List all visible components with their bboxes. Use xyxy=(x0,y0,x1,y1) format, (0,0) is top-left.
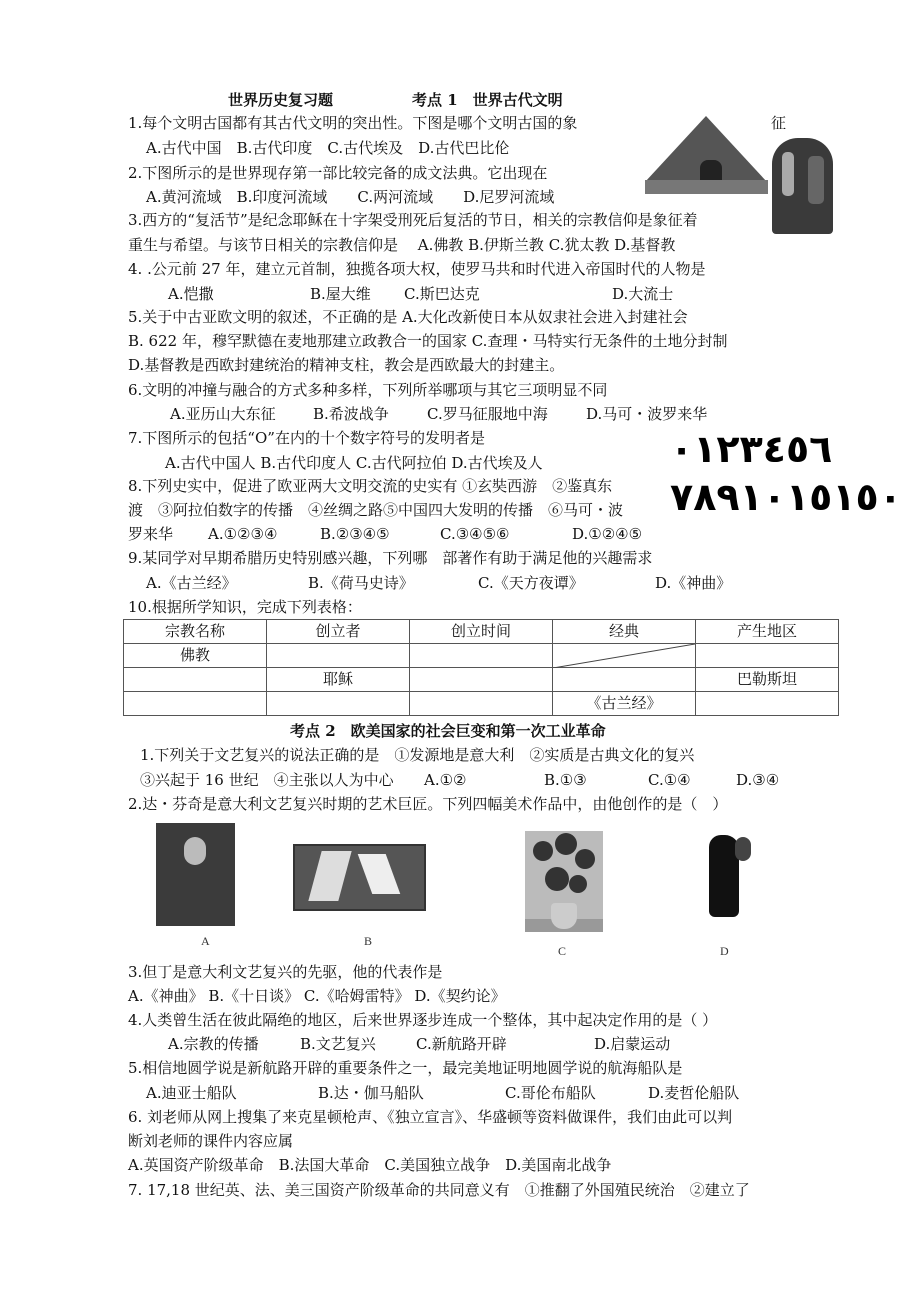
q8-option-d: D.①②④⑤ xyxy=(572,525,643,543)
q9-option-a: A.《古兰经》 xyxy=(146,574,237,592)
galloping-horse-image xyxy=(695,829,757,926)
q9-option-b: B.《荷马史诗》 xyxy=(308,574,414,592)
q8-line1: 8.下列史实中，促进了欧亚两大文明交流的史实有 ①玄奘西游 ②鉴真东 xyxy=(128,477,613,495)
section1-heading: 考点 1 世界古代文明 xyxy=(412,91,563,109)
numerals-row-1: ٠١٢٣٤٥٦ xyxy=(670,427,833,471)
table-cell[interactable] xyxy=(267,644,410,668)
religion-table xyxy=(123,619,839,716)
s2-q4-option-b: B.文艺复兴 xyxy=(300,1035,376,1053)
q1-stem-tail: 征 xyxy=(771,114,787,132)
table-row xyxy=(124,692,839,716)
s2-q2-stem: 2.达・芬奇是意大利文艺复兴时期的艺术巨匠。下列四幅美术作品中，由他创作的是（ ） xyxy=(128,795,728,813)
s2-q1-line2-prefix: ③兴起于 16 世纪 ④主张以人为中心 xyxy=(140,771,394,789)
page-title: 世界历史复习题 xyxy=(228,91,334,109)
mona-lisa-image xyxy=(156,823,235,926)
s2-q3-stem: 3.但丁是意大利文艺复兴的先驱，他的代表作是 xyxy=(128,963,443,981)
q6-option-a: A.亚历山大东征 xyxy=(170,405,276,423)
q6-stem: 6.文明的冲撞与融合的方式多种多样，下列所举哪项与其它三项明显不同 xyxy=(128,381,608,399)
arabic-numerals-image xyxy=(670,425,902,521)
s2-q7-line1: 7. 17,18 世纪英、法、美三国资产阶级革命的共同意义有 ①推翻了外国殖民统治 ②建立了 xyxy=(128,1181,750,1199)
q2-stem: 2.下图所示的是世界现存第一部比较完备的成文法典。它出现在 xyxy=(128,164,548,182)
table-header: 宗教名称 xyxy=(124,620,267,644)
q6-option-d: D.马可・波罗来华 xyxy=(586,405,708,423)
hammurabi-stele-image xyxy=(772,138,833,234)
q3-line1: 3.西方的“复活节”是纪念耶稣在十字架受刑死后复活的节日，相关的宗教信仰是象征着 xyxy=(128,211,698,229)
q7-stem: 7.下图所示的包括“O”在内的十个数字符号的发明者是 xyxy=(128,429,485,447)
q8-option-a: A.①②③④ xyxy=(208,525,278,543)
caption-c: C xyxy=(558,944,567,958)
q4-option-a: A.恺撒 xyxy=(168,285,214,303)
table-header: 创立者 xyxy=(267,620,410,644)
q1-options: A.古代中国 B.古代印度 C.古代埃及 D.古代巴比伦 xyxy=(146,139,510,157)
sunflowers-image xyxy=(525,831,603,932)
section2-heading: 考点 2 欧美国家的社会巨变和第一次工业革命 xyxy=(290,722,606,740)
q9-option-d: D.《神曲》 xyxy=(655,574,732,592)
q4-option-d: D.大流士 xyxy=(612,285,674,303)
q10-stem: 10.根据所学知识，完成下列表格： xyxy=(128,598,362,616)
q4-option-b: B.屋大维 xyxy=(310,285,371,303)
diagonal-strike-icon xyxy=(553,644,695,668)
s2-q3-options: A.《神曲》 B.《十日谈》 C.《哈姆雷特》 D.《契约论》 xyxy=(128,987,506,1005)
table-cell: 佛教 xyxy=(124,644,267,668)
s2-q5-stem: 5.相信地圆学说是新航路开辟的重要条件之一，最完美地证明地圆学说的航海船队是 xyxy=(128,1059,683,1077)
q4-option-c: C.斯巴达克 xyxy=(404,285,480,303)
s2-q1-option-c: C.①④ xyxy=(648,771,691,789)
s2-q6-line1: 6. 刘老师从网上搜集了来克星顿枪声、《独立宣言》、华盛顿等资料做课件，我们由此可以判 xyxy=(128,1108,733,1126)
table-cell[interactable] xyxy=(124,668,267,692)
s2-q5-option-b: B.达・伽马船队 xyxy=(318,1084,424,1102)
q9-option-c: C.《天方夜谭》 xyxy=(478,574,584,592)
guernica-image xyxy=(293,844,426,911)
pyramid-sphinx-image xyxy=(645,112,768,194)
table-cell[interactable] xyxy=(696,692,839,716)
s2-q6-line2: 断刘老师的课件内容应属 xyxy=(128,1132,294,1150)
table-header: 创立时间 xyxy=(410,620,553,644)
q5-line2: B. 622 年，穆罕默德在麦地那建立政教合一的国家 C.查理・马特实行无条件的土地分封制 xyxy=(128,332,728,350)
s2-q4-option-a: A.宗教的传播 xyxy=(168,1035,259,1053)
q8-line2: 渡 ③阿拉伯数字的传播 ④丝绸之路⑤中国四大发明的传播 ⑥马可・波 xyxy=(128,501,624,519)
q6-option-c: C.罗马征服地中海 xyxy=(427,405,548,423)
q4-stem: 4. .公元前 27 年，建立元首制，独揽各项大权，使罗马共和时代进入帝国时代的人物是 xyxy=(128,260,706,278)
table-header: 产生地区 xyxy=(696,620,839,644)
table-row xyxy=(124,668,839,692)
q2-options: A.黄河流域 B.印度河流域 C.两河流域 D.尼罗河流域 xyxy=(146,188,555,206)
q7-options: A.古代中国人 B.古代印度人 C.古代阿拉伯 D.古代埃及人 xyxy=(165,454,543,472)
table-cell[interactable] xyxy=(696,644,839,668)
table-header: 经典 xyxy=(553,620,696,644)
caption-b: B xyxy=(364,934,373,948)
table-cell[interactable] xyxy=(410,692,553,716)
table-cell-diagonal xyxy=(553,644,696,668)
q5-line3: D.基督教是西欧封建统治的精神支柱，教会是西欧最大的封建主。 xyxy=(128,356,565,374)
q8-option-c: C.③④⑤⑥ xyxy=(440,525,510,543)
s2-q1-option-a: A.①② xyxy=(424,771,467,789)
table-cell[interactable] xyxy=(553,668,696,692)
table-cell[interactable] xyxy=(410,668,553,692)
table-row xyxy=(124,644,839,668)
q3-line2: 重生与希望。与该节日相关的宗教信仰是 A.佛教 B.伊斯兰教 C.犹太教 D.基督教 xyxy=(128,236,676,254)
s2-q6-options: A.英国资产阶级革命 B.法国大革命 C.美国独立战争 D.美国南北战争 xyxy=(128,1156,612,1174)
q5-line1: 5.关于中古亚欧文明的叙述，不正确的是 A.大化改新使日本从奴隶社会进入封建社会 xyxy=(128,308,688,326)
numerals-row-2: ٧٨٩١٠١٥١٥٠ xyxy=(670,475,902,519)
s2-q1-option-d: D.③④ xyxy=(736,771,780,789)
s2-q4-option-c: C.新航路开辟 xyxy=(416,1035,507,1053)
q9-stem: 9.某同学对早期希腊历史特别感兴趣，下列哪 部著作有助于满足他的兴趣需求 xyxy=(128,549,653,567)
s2-q4-stem: 4.人类曾生活在彼此隔绝的地区，后来世界逐步连成一个整体，其中起决定作用的是（ ） xyxy=(128,1011,718,1029)
q1-stem: 1.每个文明古国都有其古代文明的突出性。下图是哪个文明古国的象 xyxy=(128,114,578,132)
s2-q5-option-c: C.哥伦布船队 xyxy=(505,1084,596,1102)
s2-q5-option-a: A.迪亚士船队 xyxy=(146,1084,237,1102)
table-cell[interactable] xyxy=(267,692,410,716)
table-cell: 耶稣 xyxy=(267,668,410,692)
q8-line3-prefix: 罗来华 xyxy=(128,525,174,543)
s2-q4-option-d: D.启蒙运动 xyxy=(594,1035,671,1053)
s2-q5-option-d: D.麦哲伦船队 xyxy=(648,1084,740,1102)
q8-option-b: B.②③④⑤ xyxy=(320,525,390,543)
caption-d: D xyxy=(720,944,729,958)
caption-a: A xyxy=(201,934,210,948)
q6-option-b: B.希波战争 xyxy=(313,405,389,423)
s2-q1-option-b: B.①③ xyxy=(544,771,587,789)
table-cell: 《古兰经》 xyxy=(553,692,696,716)
table-cell: 巴勒斯坦 xyxy=(696,668,839,692)
table-cell[interactable] xyxy=(124,692,267,716)
s2-q1-line1: 1.下列关于文艺复兴的说法正确的是 ①发源地是意大利 ②实质是古典文化的复兴 xyxy=(140,746,695,764)
table-header-row xyxy=(124,620,839,644)
table-cell[interactable] xyxy=(410,644,553,668)
